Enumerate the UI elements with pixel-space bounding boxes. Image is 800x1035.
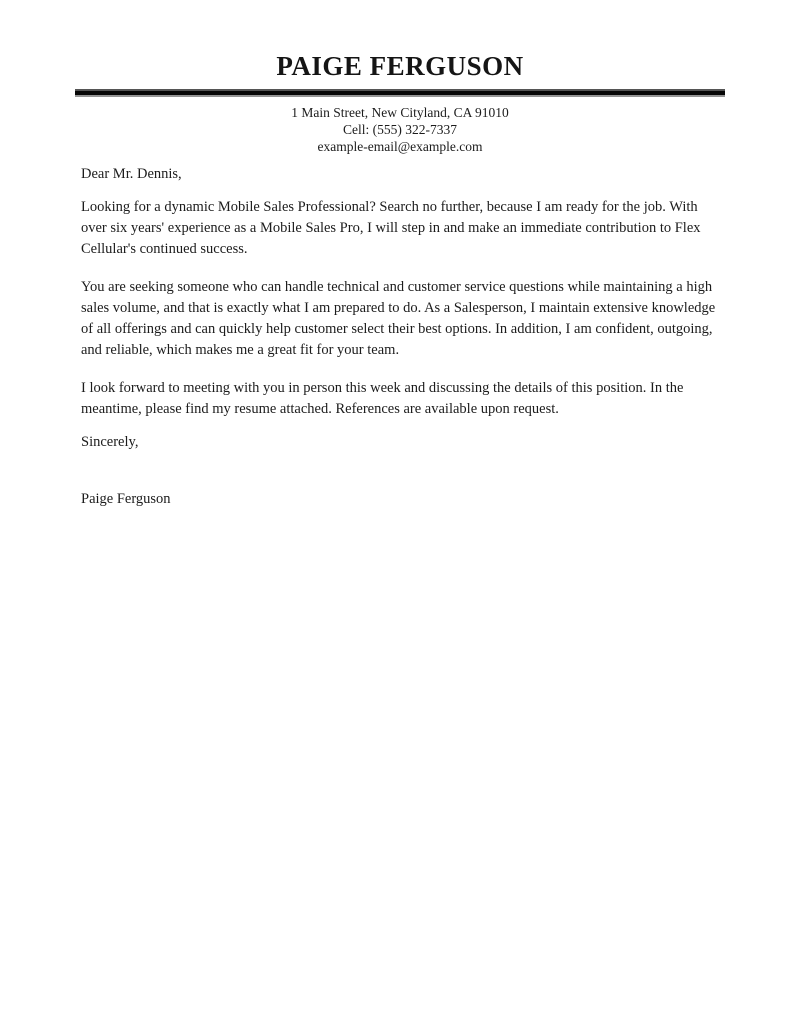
contact-block bbox=[81, 104, 719, 155]
contact-address-line: 1 Main Street, New Cityland, CA 91010 bbox=[291, 105, 509, 120]
body-paragraph-2: You are seeking someone who can handle technical and customer service questions while maintaining a high sales volume, and that is exactly what I am prepared to do. As a Salesperson, I maintain extensive knowledge of all offerings and can quickly help customer select their best options. In addition, I am confident, outgoing, and reliable, which makes me a great fit for your team. bbox=[81, 279, 716, 358]
body-paragraph-3: I look forward to meeting with you in person this week and discussing the details of this position. In the meantime, please find my resume attached. References are available upon request. bbox=[81, 380, 684, 417]
salutation: Dear Mr. Dennis, bbox=[81, 166, 182, 182]
body-paragraph-1: Looking for a dynamic Mobile Sales Professional? Search no further, because I am ready for the job. With over six years' experience as a Mobile Sales Pro, I will step in and make an immediate contribution to Flex Cellular's continued success. bbox=[81, 199, 701, 257]
signature-name: Paige Ferguson bbox=[81, 491, 171, 507]
contact-phone-line: Cell: (555) 322-7337 bbox=[343, 122, 457, 137]
letter-body bbox=[81, 164, 719, 510]
letter-header bbox=[81, 52, 719, 155]
header-divider-rule bbox=[75, 89, 725, 97]
letter-author-name: PAIGE FERGUSON bbox=[276, 51, 524, 81]
contact-email-line: example-email@example.com bbox=[317, 139, 483, 154]
closing: Sincerely, bbox=[81, 434, 139, 450]
